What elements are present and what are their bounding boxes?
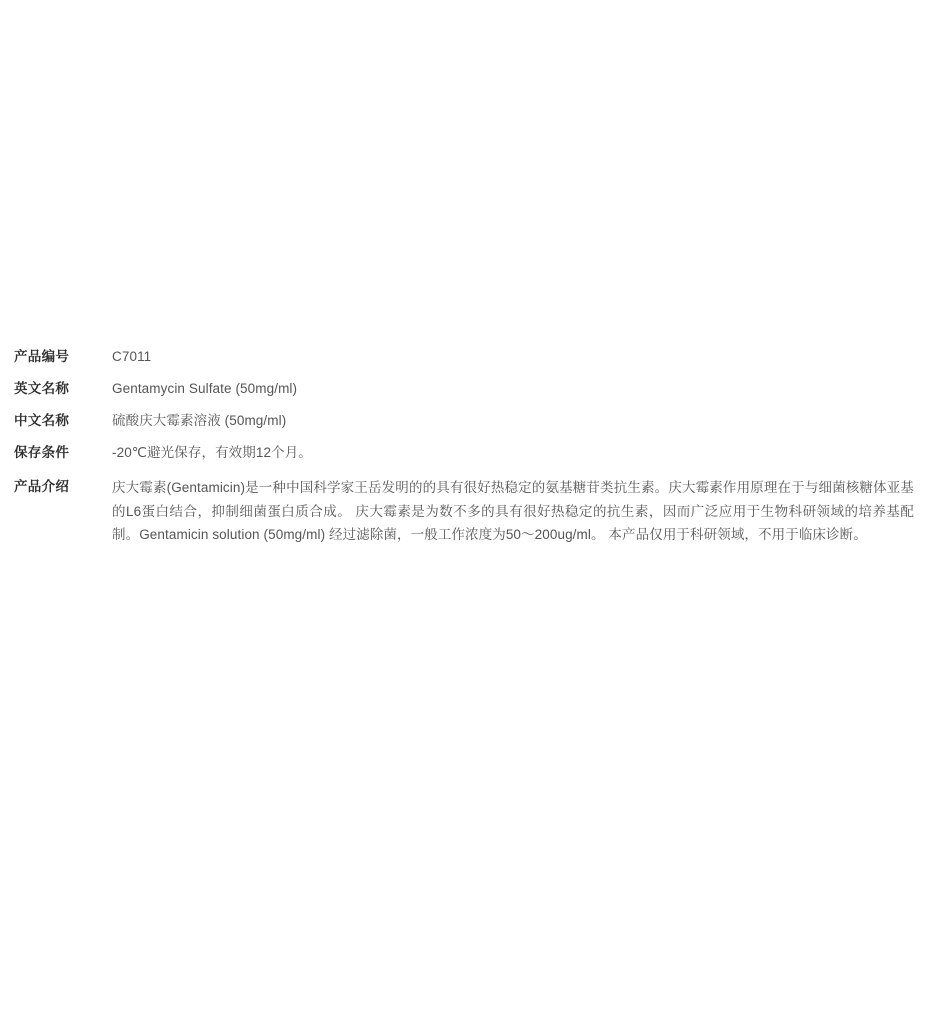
spec-row-product-code [14,346,920,368]
spec-label: 英文名称 [14,381,70,396]
spec-row-product-introduction [14,476,920,547]
spec-row-storage-condition [14,442,920,464]
spec-value: Gentamycin Sulfate (50mg/ml) [112,381,298,396]
spec-label: 产品编号 [14,349,70,364]
spec-row-english-name [14,378,920,400]
spec-value: 硫酸庆大霉素溶液 (50mg/ml) [112,413,287,428]
spec-value: C7011 [112,349,152,364]
spec-value: -20℃避光保存，有效期12个月。 [112,445,312,460]
spec-label: 中文名称 [14,413,70,428]
spec-row-chinese-name [14,410,920,432]
spec-label: 保存条件 [14,445,70,460]
product-spec-sheet [14,346,920,557]
spec-value: 庆大霉素(Gentamicin)是一种中国科学家王岳发明的的具有很好热稳定的氨基糖苷类抗生素。庆大霉素作用原理在于与细菌核糖体亚基的L6蛋白结合，抑制细菌蛋白质合成。 庆大霉素是为数不多的具有很好热稳定的抗生素，因而广泛应用于生物科研领域的培养基配制。Gentamicin solution (50mg/ml) 经过滤除菌，一般工作浓度为50～200ug/ml。 本产品仅用于科研领域，不用于临床诊断。 [112,480,914,542]
spec-label: 产品介绍 [14,479,70,494]
